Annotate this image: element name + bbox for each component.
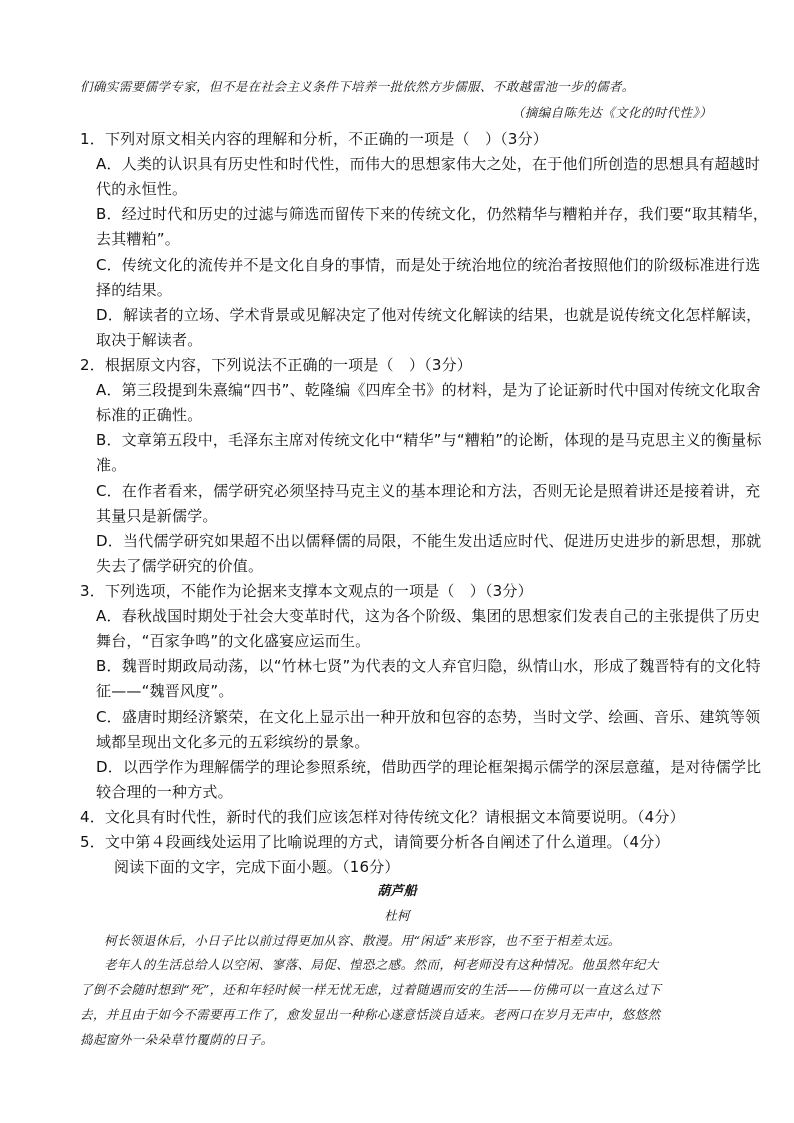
question-5-stem: 5．文中第４段画线处运用了比喻说理的方式，请简要分析各自阐述了什么道理。（4分） xyxy=(80,833,670,851)
story-paragraph-2-line-1: 老年人的生活总给人以空闲、寥落、局促、惶恐之感。然而，柯老师没有这种情况。他虽然年纪大 xyxy=(104,957,659,972)
question-3-option-b-cont: 征——“魏晋风度”。 xyxy=(96,682,234,700)
question-2-option-c: C．在作者看来，儒学研究必须坚持马克主义的基本理论和方法，否则无论是照着讲还是接着讲，充 xyxy=(96,482,761,500)
question-3-stem: 3．下列选项，不能作为论据来支撑本文观点的一项是（ ）（3分） xyxy=(80,582,533,600)
question-3-option-c-cont: 域都呈现出文化多元的五彩缤纷的景象。 xyxy=(96,733,370,751)
question-3-option-a: A．春秋战国时期处于社会大变革时代，这为各个阶级、集团的思想家们发表自己的主张提供了历史 xyxy=(96,607,761,625)
reading-instructions: 阅读下面的文字，完成下面小题。（16分） xyxy=(114,858,400,876)
question-2-stem: 2．根据原文内容，下列说法不正确的一项是（ ）（3分） xyxy=(80,356,472,374)
question-2-option-d-cont: 失去了儒学研究的价值。 xyxy=(96,557,264,575)
question-2-option-c-cont: 其量只是新儒学。 xyxy=(96,507,218,525)
question-3-option-c: C．盛唐时期经济繁荣，在文化上显示出一种开放和包容的态势，当时文学、绘画、音乐、建筑等领 xyxy=(96,708,761,726)
story-author: 杜柯 xyxy=(384,908,410,923)
question-1-option-a-cont: 代的永恒性。 xyxy=(96,180,188,198)
question-4-stem: 4．文化具有时代性，新时代的我们应该怎样对待传统文化？请根据文本简要说明。（4分） xyxy=(80,808,685,826)
question-2-option-b-cont: 准。 xyxy=(96,456,127,474)
question-1-option-b: B．经过时代和历史的过滤与筛选而留传下来的传统文化，仍然精华与糟粕并存，我们要“取其精华， xyxy=(96,205,769,223)
question-3-option-d: D．以西学作为理解儒学的理论参照系统，借助西学的理论框架揭示儒学的深层意蕴，是对待儒学比 xyxy=(96,758,762,776)
question-2-option-a-cont: 标准的正确性。 xyxy=(96,406,203,424)
question-1-option-d: D．解读者的立场、学术背景或见解决定了他对传统文化解读的结果，也就是说传统文化怎样解读， xyxy=(96,306,762,324)
question-1-option-a: A．人类的认识具有历史性和时代性，而伟大的思想家伟大之处，在于他们所创造的思想具有超越时 xyxy=(96,155,761,173)
story-paragraph-2-line-3: 去，并且由于如今不需要再工作了，愈发显出一种称心遂意恬淡自适来。老两口在岁月无声中，悠悠然 xyxy=(80,1007,661,1022)
question-1-option-c-cont: 择的结果。 xyxy=(96,281,173,299)
question-2-option-b: B．文章第五段中，毛泽东主席对传统文化中“精华”与“糟粕”的论断，体现的是马克思主义的衡量标 xyxy=(96,431,762,449)
question-3-option-d-cont: 较合理的一种方式。 xyxy=(96,783,233,801)
story-title: 葫芦船 xyxy=(377,884,417,899)
question-2-option-a: A．第三段提到朱熹编“四书”、乾隆编《四库全书》的材料，是为了论证新时代中国对传统文化取舍 xyxy=(96,381,761,399)
continued-text-line: 们确实需要儒学专家，但不是在社会主义条件下培养一批依然方步儒服、不敢越雷池一步的儒者。 xyxy=(80,79,635,94)
story-paragraph-2-line-4: 捣起窗外一朵朵草竹覆荫的日子。 xyxy=(80,1032,274,1047)
question-2-option-d: D．当代儒学研究如果超不出以儒释儒的局限，不能生发出适应时代、促进历史进步的新思想，那就 xyxy=(96,532,762,550)
story-paragraph-1: 柯长领退休后，小日子比以前过得更加从容、散漫。用“闲适”来形容，也不至于相差太远。 xyxy=(104,933,621,948)
story-paragraph-2-line-2: 了倒不会随时想到“死”，还和年轻时候一样无忧无虑，过着随遇而安的生活——仿佛可以一直这么过下 xyxy=(80,982,662,997)
question-1-stem: 1．下列对原文相关内容的理解和分析，不正确的一项是（ ）（3分） xyxy=(80,130,548,148)
question-3-option-a-cont: 舞台，“百家争鸣”的文化盛宴应运而生。 xyxy=(96,632,371,650)
question-1-option-b-cont: 去其糟粕”。 xyxy=(96,230,180,248)
question-1-option-c: C．传统文化的流传并不是文化自身的事情，而是处于统治地位的统治者按照他们的阶级标准进行选 xyxy=(96,256,761,274)
question-1-option-d-cont: 取决于解读者。 xyxy=(96,331,203,349)
question-3-option-b: B．魏晋时期政局动荡，以“竹林七贤”为代表的文人弃官归隐，纵情山水，形成了魏晋特有的文化特 xyxy=(96,657,761,675)
source-citation: （摘编自陈先达《文化的时代性》） xyxy=(511,105,712,120)
